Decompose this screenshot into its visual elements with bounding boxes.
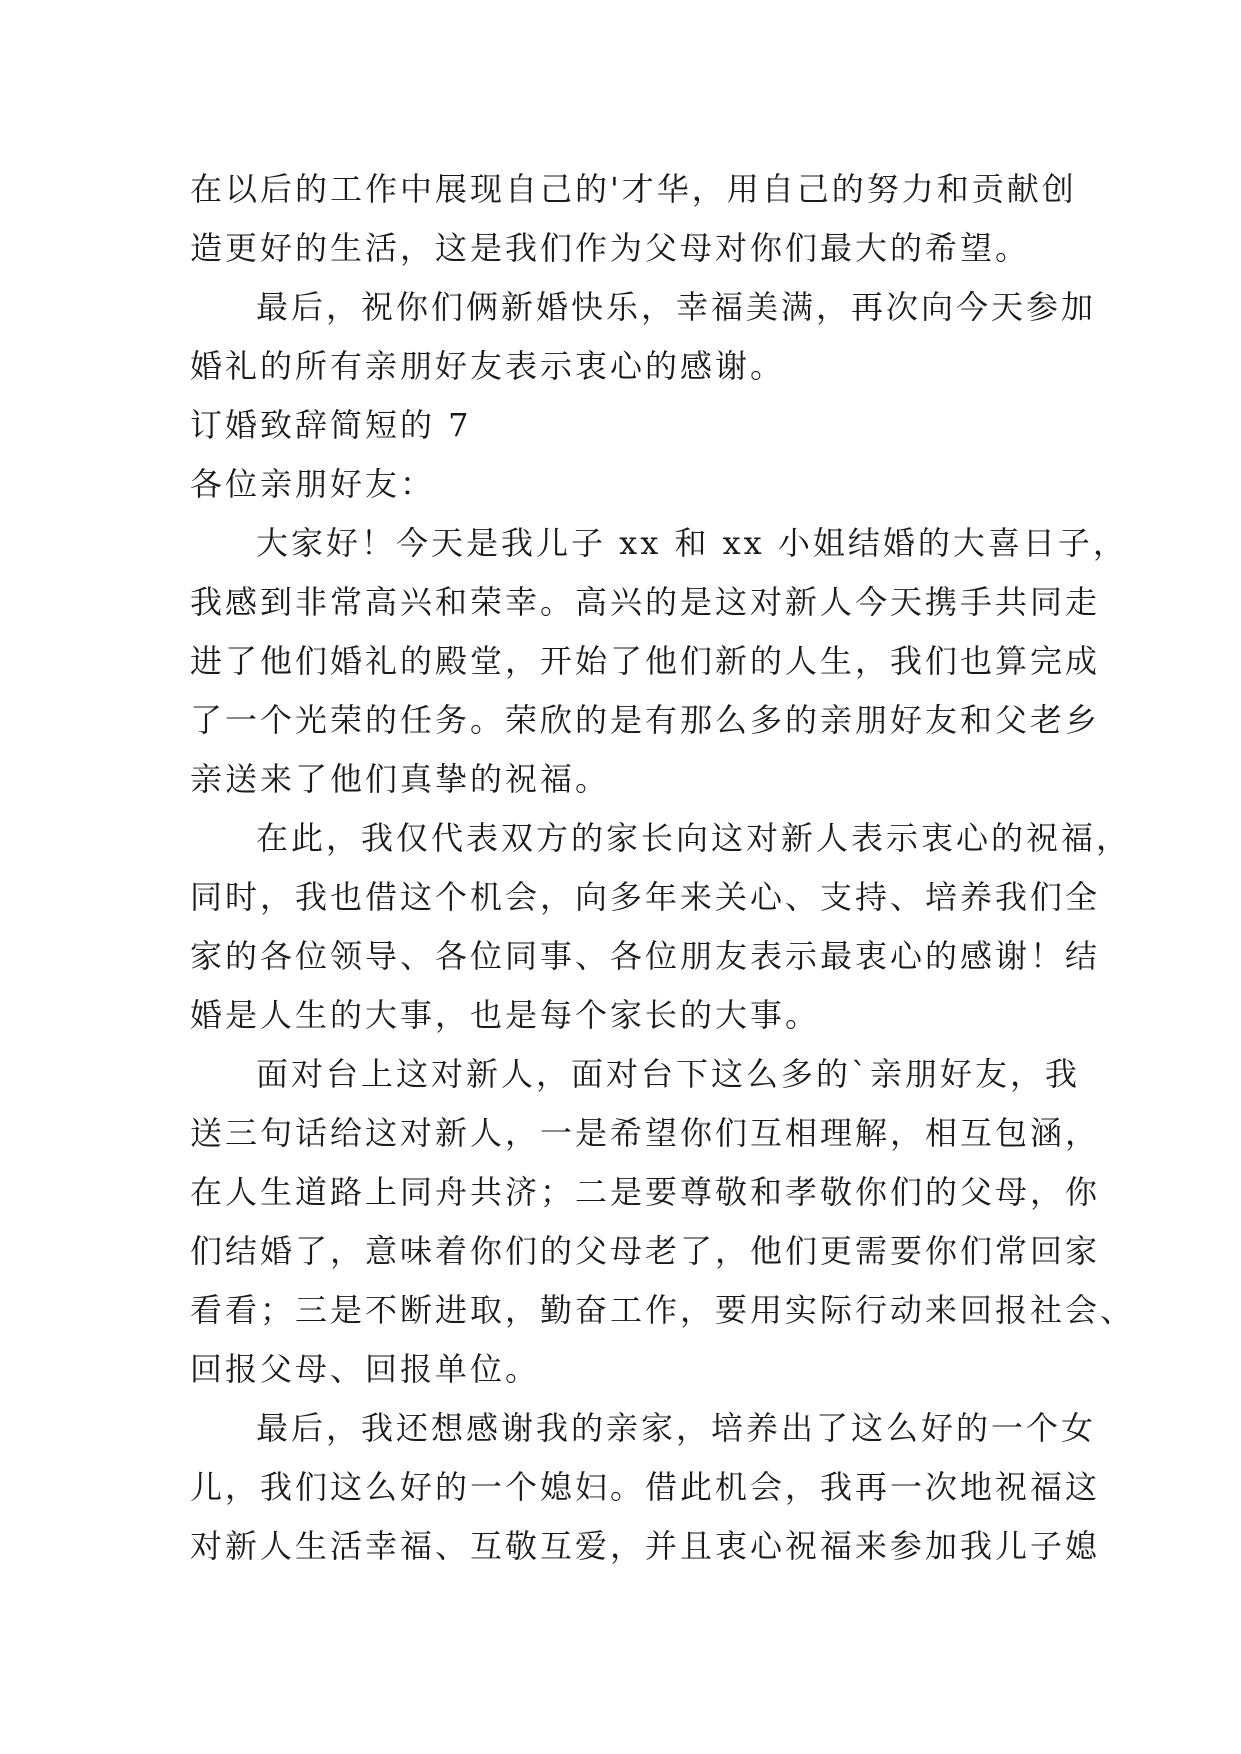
text-line: 在人生道路上同舟共济；二是要尊敬和孝敬你们的父母，你 — [190, 1173, 1101, 1211]
section-heading: 订婚致辞简短的 7 — [190, 406, 472, 444]
text-line: 对新人生活幸福、互敬互爱，并且衷心祝福来参加我儿子媳 — [190, 1527, 1101, 1565]
text-line: 最后，祝你们俩新婚快乐，幸福美满，再次向今天参加 — [256, 288, 1097, 326]
text-line: 们结婚了，意味着你们的父母老了，他们更需要你们常回家 — [190, 1232, 1101, 1270]
text-line: 家的各位领导、各位同事、各位朋友表示最衷心的感谢！结 — [190, 937, 1101, 975]
text-line: 同时，我也借这个机会，向多年来关心、支持、培养我们全 — [190, 878, 1101, 916]
text-line: 在此，我仅代表双方的家长向这对新人表示衷心的祝福， — [256, 819, 1132, 857]
text-line: 送三句话给这对新人，一是希望你们互相理解，相互包涵， — [190, 1114, 1101, 1152]
text-line: 在以后的工作中展现自己的'才华，用自己的努力和贡献创 — [190, 170, 1077, 208]
text-line: 看看；三是不断进取，勤奋工作，要用实际行动来回报社会、 — [190, 1291, 1136, 1329]
text-line: 亲送来了他们真挚的祝福。 — [190, 760, 611, 798]
text-line: 儿，我们这么好的一个媳妇。借此机会，我再一次地祝福这 — [190, 1468, 1101, 1506]
document-body — [190, 160, 1136, 1576]
text-line: 进了他们婚礼的殿堂，开始了他们新的人生，我们也算完成 — [190, 642, 1101, 680]
text-line: 大家好！今天是我儿子 xx 和 xx 小姐结婚的大喜日子， — [256, 524, 1128, 562]
text-line: 婚礼的所有亲朋好友表示衷心的感谢。 — [190, 347, 786, 385]
salutation: 各位亲朋好友： — [190, 465, 436, 503]
text-line: 造更好的生活，这是我们作为父母对你们最大的希望。 — [190, 229, 1031, 267]
text-line: 最后，我还想感谢我的亲家，培养出了这么好的一个女 — [256, 1409, 1097, 1447]
text-line: 回报父母、回报单位。 — [190, 1350, 541, 1388]
text-line: 面对台上这对新人，面对台下这么多的`亲朋好友，我 — [256, 1055, 1081, 1093]
text-line: 了一个光荣的任务。荣欣的是有那么多的亲朋好友和父老乡 — [190, 701, 1101, 739]
text-line: 婚是人生的大事，也是每个家长的大事。 — [190, 996, 821, 1034]
text-line: 我感到非常高兴和荣幸。高兴的是这对新人今天携手共同走 — [190, 583, 1101, 621]
